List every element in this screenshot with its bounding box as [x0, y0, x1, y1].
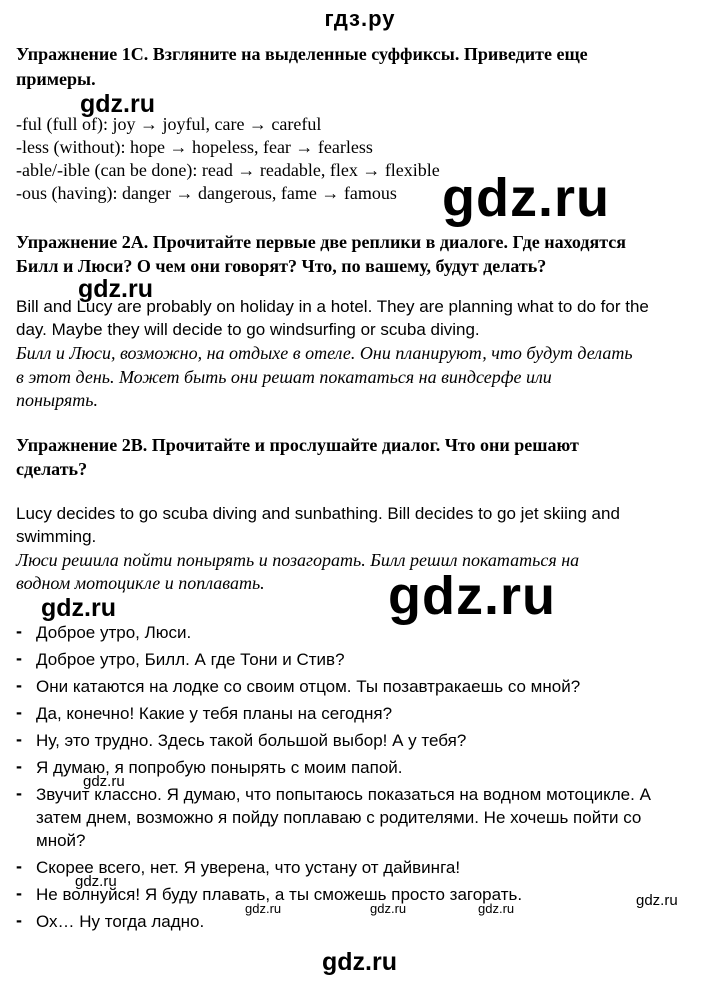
ex2a-russian-line-1: Билл и Люси, возможно, на отдыхе в отеле. Они планируют, что будут делать [16, 343, 633, 363]
dialogue-dash: - [16, 856, 22, 876]
watermark: gdz.ru [636, 892, 678, 909]
dialogue-line: мной? [36, 831, 86, 850]
watermark: gdz.ru [75, 873, 117, 890]
suffix-example-ful: -ful (full of): joy → joyful, care → careful [16, 114, 322, 134]
suffix-example-ous: -ous (having): danger → dangerous, fame → famous [16, 183, 397, 203]
ex2a-russian-line-2: в этот день. Может быть они решат покататься на виндсерфе или [16, 367, 552, 387]
dialogue-line: Звучит классно. Я думаю, что попытаюсь показаться на водном мотоцикле. А [36, 785, 651, 804]
suffix-example-less: -less (without): hope → hopeless, fear → fearless [16, 137, 373, 157]
dialogue-line: Не волнуйся! Я буду плавать, а ты сможешь просто загорать. [36, 885, 523, 904]
ex2a-russian-line-3: понырять. [16, 390, 98, 410]
dialogue-dash: - [16, 621, 22, 641]
dialogue-dash: - [16, 729, 22, 749]
ex2a-title-line-2: Билл и Люси? О чем они говорят? Что, по вашему, будут делать? [16, 256, 547, 276]
watermark: gdz.ru [80, 90, 155, 118]
ex2b-title-line-2: сделать? [16, 459, 88, 479]
watermark: gdz.ru [322, 948, 397, 976]
ex1-title-line-2: примеры. [16, 69, 96, 89]
dialogue-line: Я думаю, я попробую понырять с моим папой. [36, 758, 403, 777]
watermark: gdz.ru [41, 594, 116, 622]
ex1-title-line-1: Упражнение 1C. Взгляните на выделенные суффиксы. Приведите еще [16, 44, 588, 64]
dialogue-dash: - [16, 756, 22, 776]
watermark: gdz.ru [78, 275, 153, 303]
dialogue-dash: - [16, 783, 22, 803]
ex2b-russian-line-1: Люси решила пойти понырять и позагорать. Билл решил покататься на [16, 550, 580, 570]
ex2a-english-line-1: Bill and Lucy are probably on holiday in a hotel. They are planning what to do for the [16, 297, 649, 316]
watermark: gdz.ru [370, 901, 407, 916]
watermark: gdz.ru [442, 168, 610, 228]
dialogue-line: Ну, это трудно. Здесь такой большой выбор! А у тебя? [36, 731, 467, 750]
dialogue-line: Доброе утро, Люси. [36, 623, 192, 642]
dialogue-dash: - [16, 883, 22, 903]
site-header: гдз.ру [324, 6, 396, 31]
ex2a-english-line-2: day. Maybe they will decide to go windsurfing or scuba diving. [16, 320, 480, 339]
ex2b-english-line-2: swimming. [16, 527, 97, 546]
watermark: gdz.ru [245, 901, 282, 916]
ex2a-title-line-1: Упражнение 2A. Прочитайте первые две реплики в диалоге. Где находятся [16, 232, 626, 252]
dialogue-line: затем днем, возможно я пойду поплаваю с родителями. Не хочешь пойти со [36, 808, 642, 827]
dialogue-line: Ох… Ну тогда ладно. [36, 912, 205, 931]
ex2b-title-line-1: Упражнение 2B. Прочитайте и прослушайте диалог. Что они решают [16, 435, 579, 455]
dialogue-dash: - [16, 702, 22, 722]
dialogue-line: Они катаются на лодке со своим отцом. Ты позавтракаешь со мной? [36, 677, 581, 696]
watermark: gdz.ru [478, 901, 515, 916]
dialogue-line: Скорее всего, нет. Я уверена, что устану от дайвинга! [36, 858, 461, 877]
dialogue-line: Доброе утро, Билл. А где Тони и Стив? [36, 650, 345, 669]
suffix-example-able: -able/-ible (can be done): read → readable, flex → flexible [16, 160, 440, 180]
watermark: gdz.ru [388, 566, 556, 626]
dialogue-dash: - [16, 910, 22, 930]
dialogue-line: Да, конечно! Какие у тебя планы на сегодня? [36, 704, 393, 723]
watermark: gdz.ru [83, 773, 125, 790]
ex2b-english-line-1: Lucy decides to go scuba diving and sunbathing. Bill decides to go jet skiing and [16, 504, 620, 523]
ex2b-russian-line-2: водном мотоцикле и поплавать. [16, 573, 265, 593]
dialogue-dash: - [16, 675, 22, 695]
dialogue-dash: - [16, 648, 22, 668]
